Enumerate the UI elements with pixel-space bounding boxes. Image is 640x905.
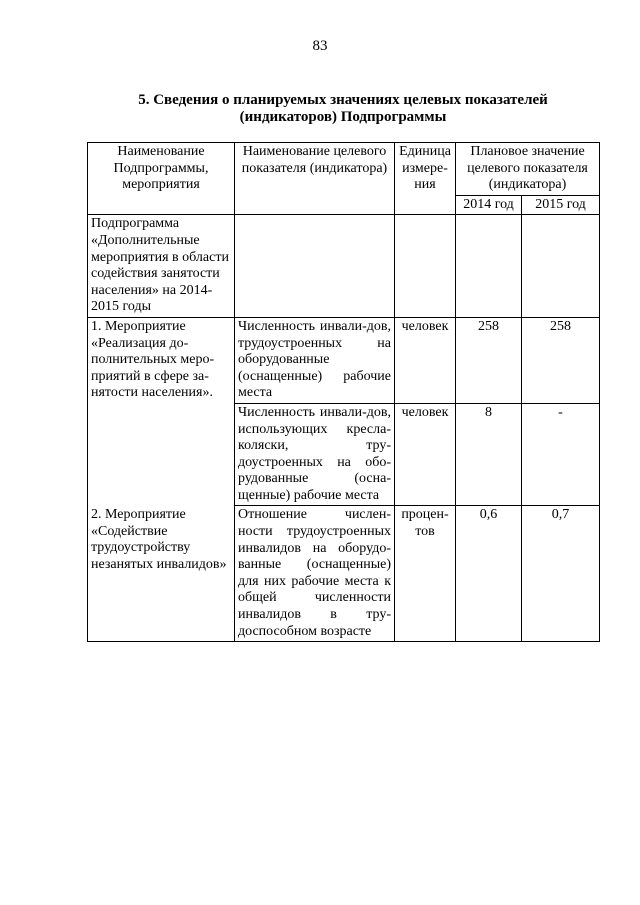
heading-line-2: (индикаторов) Подпрограммы (239, 109, 447, 125)
header-unit: Единица измере-ния (395, 143, 456, 215)
table-heading (87, 92, 599, 126)
empty-cell (235, 215, 395, 318)
event1-indicator-2: Численность инвали-дов, использующих кресла-коляски, тру-доустроенных на обо-рудованные (осна-щенные) рабочие места (235, 403, 395, 506)
event1-indicator-1: Численность инвали-дов, трудоустроенных на оборудованные (оснащенные) рабочие места (235, 317, 395, 403)
event1-name: 1. Мероприятие «Реализация до-полнительных меро-приятий в сфере за-нятости населения». (88, 317, 235, 506)
event1-unit-2: человек (395, 403, 456, 506)
header-name: Наименование Подпрограммы, мероприятия (88, 143, 235, 215)
event2-name: 2. Мероприятие «Содействие трудоустройству незанятых инвалидов» (88, 506, 235, 642)
event2-value-2014: 0,6 (456, 506, 522, 642)
event1-unit-1: человек (395, 317, 456, 403)
heading-line-1: 5. Сведения о планируемых значениях целевых показателей (138, 92, 548, 108)
event1-row-1 (88, 317, 600, 403)
empty-cell (456, 215, 522, 318)
header-year-2015: 2015 год (522, 195, 600, 215)
event1-value-2014-2: 8 (456, 403, 522, 506)
event2-indicator: Отношение числен-ности трудоустроенных инвалидов на оборудо-ванные (оснащенные) для них рабочие места к общей численности инвалидов в тру-доспособном возрасте (235, 506, 395, 642)
subprogram-name: Подпрограмма «Дополнительные мероприятия в области содействия занятости населения» на 2014-2015 годы (88, 215, 235, 318)
indicators-table (87, 142, 600, 642)
subprogram-row (88, 215, 600, 318)
event2-row (88, 506, 600, 642)
event1-value-2015-1: 258 (522, 317, 600, 403)
empty-cell (522, 215, 600, 318)
event2-unit: процен-тов (395, 506, 456, 642)
header-row (88, 143, 600, 196)
event1-value-2014-1: 258 (456, 317, 522, 403)
header-indicator: Наименование целевого показателя (индикатора) (235, 143, 395, 215)
empty-cell (395, 215, 456, 318)
header-plan: Плановое значение целевого показателя (индикатора) (456, 143, 600, 196)
page-number: 83 (312, 38, 328, 54)
event1-value-2015-2: - (522, 403, 600, 506)
event2-value-2015: 0,7 (522, 506, 600, 642)
header-year-2014: 2014 год (456, 195, 522, 215)
